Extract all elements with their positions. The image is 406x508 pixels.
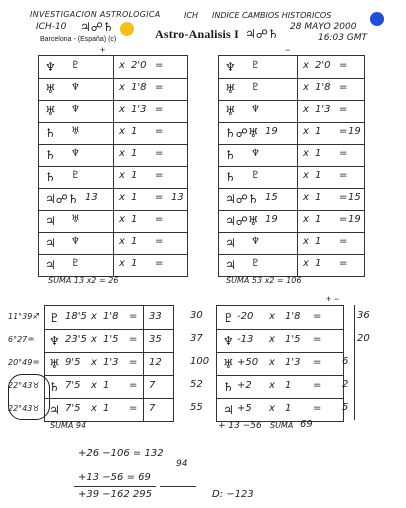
left-value: 37 — [190, 332, 203, 344]
planet-b: ♇ — [251, 82, 260, 93]
planet: ♇ — [223, 310, 234, 325]
equals-sign: = — [155, 192, 164, 203]
value: +50 — [237, 356, 259, 368]
result: 7 — [149, 402, 156, 414]
result: 13 — [171, 192, 184, 203]
planet-b: ♆ — [251, 236, 260, 247]
planet-a: ♄ — [45, 170, 56, 184]
multiply-sign: x — [303, 170, 309, 181]
planet-b: ♆ — [71, 104, 80, 115]
planet-b: ♇ — [71, 170, 80, 181]
planet-b: ♆ — [251, 148, 260, 159]
multiply-sign: x — [303, 148, 309, 159]
equals-sign: = — [155, 126, 164, 137]
bottom-right-suma-label: SUMA — [270, 421, 294, 430]
calc-line-3: +39 −162 295 — [78, 489, 153, 500]
multiply-sign: x — [119, 126, 125, 137]
multiply-sign: x — [303, 236, 309, 247]
factor: 1 — [131, 258, 138, 269]
factor: 1 — [131, 148, 138, 159]
multiply-sign: x — [303, 60, 309, 71]
factor: 1 — [315, 126, 322, 137]
factor: 2'0 — [131, 60, 147, 71]
bottom-right-left-values — [190, 305, 216, 420]
top-left-sign: + — [100, 45, 106, 55]
equals-sign: = — [313, 356, 322, 368]
value: +5 — [237, 402, 252, 414]
value: -13 — [237, 333, 254, 345]
planet-a: ♅ — [45, 82, 56, 96]
grid-row-line — [217, 352, 343, 353]
value: 9'5 — [65, 356, 81, 368]
equals-sign: = — [155, 170, 164, 181]
factor: 2'0 — [315, 60, 331, 71]
equals-sign: = — [339, 126, 348, 137]
planet-b: ♆ — [251, 104, 260, 115]
value: 23'5 — [65, 333, 87, 345]
grid-row-line — [219, 232, 364, 233]
planet-b: ♇ — [71, 60, 80, 71]
planet-a: ♃ — [45, 236, 56, 250]
grid-row-line — [219, 210, 364, 211]
planet: ♃ — [223, 402, 234, 417]
planet-b: 19 — [265, 214, 278, 225]
top-left-table — [38, 55, 188, 277]
result: 19 — [348, 214, 361, 225]
planet: ♇ — [49, 310, 60, 325]
factor: 1'5 — [103, 333, 119, 345]
multiply-sign: x — [269, 310, 275, 322]
top-right-suma: SUMA 53 x2 = 106 — [226, 276, 302, 285]
equals-sign: = — [129, 379, 138, 391]
multiply-sign: x — [269, 379, 275, 391]
factor: 1'8 — [131, 82, 147, 93]
multiply-sign: x — [119, 170, 125, 181]
planet-a: ♄ — [45, 148, 56, 162]
planet-b: ♆ — [71, 148, 80, 159]
plus-result: 2 — [342, 378, 349, 390]
page-title: Astro-Analisis I — [155, 27, 239, 41]
factor: 1 — [103, 402, 110, 414]
multiply-sign: x — [303, 258, 309, 269]
multiply-sign: x — [303, 126, 309, 137]
header-investigacion: INVESTIGACION ASTROLOGICA — [30, 10, 161, 19]
equals-sign: = — [313, 402, 322, 414]
equals-sign: = — [339, 148, 348, 159]
planet-a: ♃☍♅ — [225, 214, 259, 228]
planet: ♅ — [49, 356, 60, 371]
calc-line-1: +26 −106 = 132 — [78, 448, 164, 459]
factor: 1'5 — [285, 333, 301, 345]
multiply-sign: x — [91, 333, 97, 345]
multiply-sign: x — [303, 214, 309, 225]
planet-a: ♅ — [45, 104, 56, 118]
grid-row-line — [219, 78, 364, 79]
multiply-sign: x — [119, 148, 125, 159]
planet-a: ♆ — [45, 60, 56, 74]
position-label: 22°43♉ — [8, 380, 40, 390]
multiply-sign: x — [303, 104, 309, 115]
header-time: 16:03 GMT — [318, 33, 368, 43]
bottom-right-suma-values: + 13 −56 — [218, 421, 262, 431]
multiply-sign: x — [119, 192, 125, 203]
bottom-right-table — [216, 305, 344, 422]
equals-sign: = — [339, 60, 348, 71]
equals-sign: = — [155, 236, 164, 247]
factor: 1 — [131, 214, 138, 225]
header-date: 28 MAYO 2000 — [290, 22, 357, 32]
multiply-sign: x — [119, 236, 125, 247]
value: 7'5 — [65, 379, 81, 391]
equals-sign: = — [129, 310, 138, 322]
multiply-sign: x — [119, 258, 125, 269]
planet-a: ♅ — [225, 104, 236, 118]
multiply-sign: x — [303, 82, 309, 93]
result-column-line — [354, 305, 355, 420]
planet-b: ♇ — [251, 258, 260, 269]
left-value: 30 — [190, 309, 203, 321]
calc-underline-3 — [160, 486, 196, 487]
position-label: 22°43♉ — [8, 403, 40, 413]
equals-sign: = — [339, 170, 348, 181]
factor: 1 — [103, 379, 110, 391]
planet-a: ♃☍♄ — [225, 192, 259, 206]
multiply-sign: x — [119, 214, 125, 225]
factor: 1 — [315, 236, 322, 247]
grid-column-line — [113, 56, 114, 276]
multiply-sign: x — [119, 60, 125, 71]
equals-sign: = — [155, 214, 164, 225]
planet-a: ♅ — [225, 82, 236, 96]
planet: ♃ — [49, 402, 60, 417]
multiply-sign: x — [91, 356, 97, 368]
factor: 1 — [315, 214, 322, 225]
factor: 1'3 — [131, 104, 147, 115]
header-ich-left: ICH-10 — [36, 22, 67, 32]
calc-line-2: +13 −56 = 69 — [78, 472, 151, 483]
factor: 1 — [131, 170, 138, 181]
left-value: 100 — [190, 355, 210, 367]
factor: 1 — [131, 126, 138, 137]
bottom-right-result-columns — [342, 305, 372, 420]
grid-row-line — [219, 122, 364, 123]
result: 12 — [149, 356, 162, 368]
top-left-suma: SUMA 13 x2 = 26 — [48, 276, 119, 285]
equals-sign: = — [313, 310, 322, 322]
equals-sign: = — [313, 333, 322, 345]
result: 35 — [149, 333, 162, 345]
multiply-sign: x — [269, 402, 275, 414]
equals-sign: = — [339, 214, 348, 225]
grid-row-line — [45, 352, 173, 353]
planet-a: ♄ — [225, 148, 236, 162]
planet-b: 15 — [265, 192, 278, 203]
plus-minus-header: + − — [326, 294, 340, 304]
planet-b: ♅ — [71, 126, 80, 137]
equals-sign: = — [129, 402, 138, 414]
planet-b: ♆ — [71, 236, 80, 247]
factor: 1'3 — [103, 356, 119, 368]
planet-b: ♇ — [251, 170, 260, 181]
equals-sign: = — [155, 104, 164, 115]
result: 33 — [149, 310, 162, 322]
factor: 1 — [315, 170, 322, 181]
equals-sign: = — [339, 258, 348, 269]
position-label: 20°49♒ — [8, 357, 40, 367]
planet-a: ♆ — [225, 60, 236, 74]
calc-underline-2 — [112, 486, 156, 487]
header-ich-center: ICH — [184, 11, 198, 20]
equals-sign: = — [155, 148, 164, 159]
bottom-right-suma-total: 69 — [300, 419, 313, 430]
plus-result: 6 — [342, 355, 349, 367]
top-right-table — [218, 55, 365, 277]
factor: 1 — [131, 192, 138, 203]
grid-row-line — [217, 375, 343, 376]
value: 7'5 — [65, 402, 81, 414]
planet-b: ♅ — [71, 214, 80, 225]
grid-row-line — [45, 398, 173, 399]
factor: 1 — [315, 192, 322, 203]
bottom-left-table — [44, 305, 174, 422]
grid-row-line — [219, 254, 364, 255]
planet: ♅ — [223, 356, 234, 371]
equals-sign: = — [339, 104, 348, 115]
grid-row-line — [45, 329, 173, 330]
factor: 1'3 — [315, 104, 331, 115]
grid-column-line — [297, 56, 298, 276]
grid-row-line — [219, 188, 364, 189]
result: 19 — [348, 126, 361, 137]
planet-a: ♄ — [45, 126, 56, 140]
planet: ♆ — [49, 333, 60, 348]
factor: 1 — [285, 379, 292, 391]
planet: ♄ — [49, 379, 60, 394]
factor: 1 — [315, 148, 322, 159]
equals-sign: = — [339, 236, 348, 247]
result: 7 — [149, 379, 156, 391]
planet-a: ♃☍♄ — [45, 192, 79, 206]
grid-column-line — [143, 306, 144, 421]
equals-sign: = — [155, 60, 164, 71]
value: -20 — [237, 310, 254, 322]
grid-row-line — [217, 329, 343, 330]
planet-a: ♄ — [225, 170, 236, 184]
minus-result: 36 — [357, 309, 370, 321]
factor: 1'8 — [315, 82, 331, 93]
top-right-sign: − — [285, 45, 291, 55]
planet-b: ♇ — [71, 258, 80, 269]
factor: 1 — [131, 236, 138, 247]
multiply-sign: x — [91, 402, 97, 414]
left-value: 55 — [190, 401, 203, 413]
equals-sign: = — [155, 82, 164, 93]
multiply-sign: x — [269, 333, 275, 345]
equals-sign: = — [339, 82, 348, 93]
planet-b: ♇ — [251, 60, 260, 71]
multiply-sign: x — [119, 104, 125, 115]
plus-result: 5 — [342, 401, 349, 413]
yellow-dot-icon — [120, 22, 134, 36]
grid-row-line — [219, 144, 364, 145]
header-indice: INDICE CAMBIOS HISTORICOS — [212, 11, 332, 20]
position-label: 11°39♐ — [8, 311, 40, 321]
equals-sign: = — [339, 192, 348, 203]
multiply-sign: x — [269, 356, 275, 368]
equals-sign: = — [155, 258, 164, 269]
grid-row-line — [217, 398, 343, 399]
result: 15 — [348, 192, 361, 203]
planet-a: ♄☍♅ — [225, 126, 259, 140]
multiply-sign: x — [119, 82, 125, 93]
planet-b: 19 — [265, 126, 278, 137]
grid-row-line — [45, 375, 173, 376]
planet-a: ♃ — [45, 214, 56, 228]
title-aspect-symbol: ♃☍♄ — [245, 27, 279, 41]
factor: 1'8 — [103, 310, 119, 322]
header-aspect-symbol: ♃☍♄ — [80, 20, 114, 34]
factor: 1 — [285, 402, 292, 414]
grid-row-line — [219, 100, 364, 101]
planet-a: ♃ — [225, 258, 236, 272]
value: +2 — [237, 379, 252, 391]
position-label: 6°27♒ — [8, 334, 35, 344]
planet: ♆ — [223, 333, 234, 348]
bottom-left-suma: SUMA 94 — [50, 421, 87, 430]
planet: ♄ — [223, 379, 234, 394]
equals-sign: = — [313, 379, 322, 391]
equals-sign: = — [129, 333, 138, 345]
multiply-sign: x — [303, 192, 309, 203]
calc-difference: D: −123 — [212, 489, 254, 500]
left-value: 52 — [190, 378, 203, 390]
blue-dot-icon — [370, 12, 384, 26]
planet-a: ♃ — [225, 236, 236, 250]
header-location: Barcelona - (España) (c) — [40, 36, 117, 43]
calc-line-1b: 94 — [176, 459, 188, 469]
multiply-sign: x — [91, 379, 97, 391]
factor: 1'8 — [285, 310, 301, 322]
planet-a: ♃ — [45, 258, 56, 272]
value: 18'5 — [65, 310, 87, 322]
factor: 1'3 — [285, 356, 301, 368]
equals-sign: = — [129, 356, 138, 368]
multiply-sign: x — [91, 310, 97, 322]
factor: 1 — [315, 258, 322, 269]
minus-result: 20 — [357, 332, 370, 344]
grid-row-line — [219, 166, 364, 167]
planet-b: 13 — [85, 192, 98, 203]
planet-b: ♆ — [71, 82, 80, 93]
